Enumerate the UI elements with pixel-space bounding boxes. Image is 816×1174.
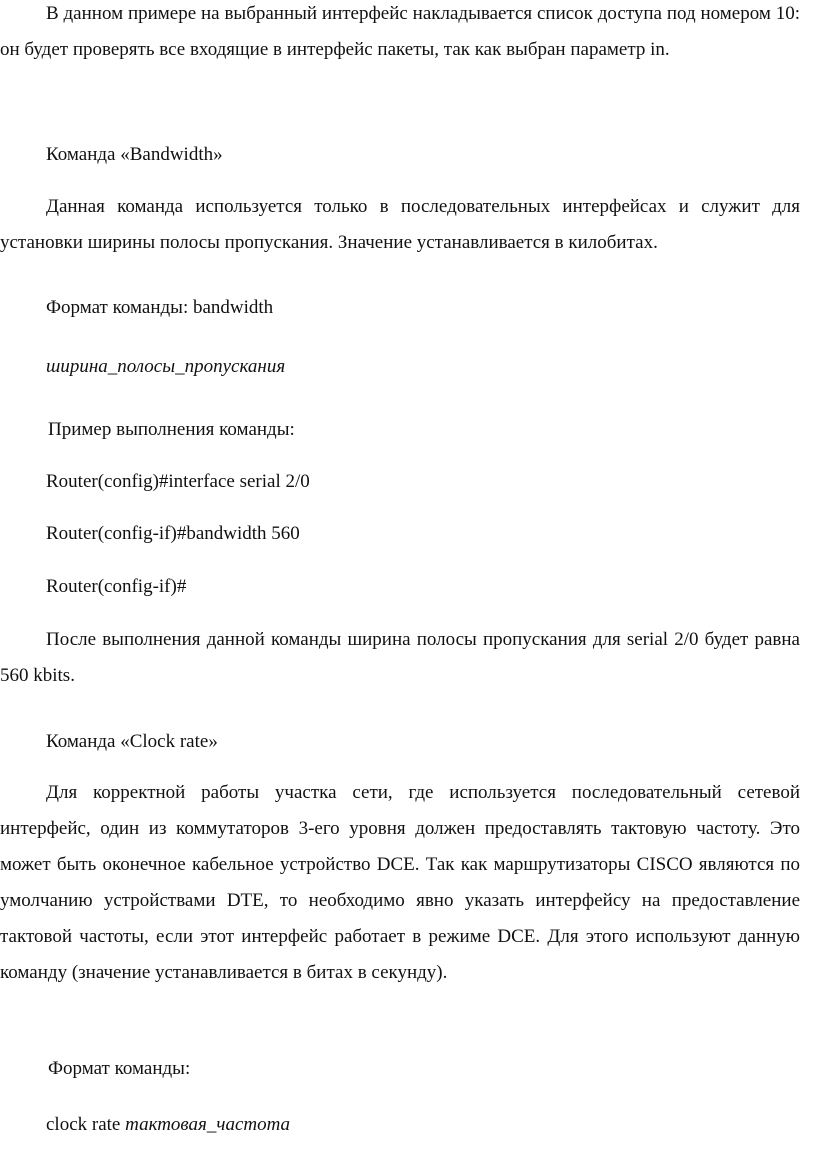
paragraph-bandwidth-description: Данная команда используется только в последовательных интерфейсах и служит для установки ширины полосы пропускания. Значение устанавливается в килобитах.	[0, 196, 800, 253]
heading-bandwidth: Команда «Bandwidth»	[46, 144, 223, 165]
clock-rate-command: clock rate	[46, 1114, 121, 1135]
paragraph-clock-rate-description: Для корректной работы участка сети, где используется последовательный сетевой интерфейс, один из коммутаторов 3-его уровня должен предоставлять тактовую частоту. Это может быть оконечное кабельное устройство DCE. Так как маршрутизаторы CISCO являются по умолчанию устройствами DTE, то необходимо явно указать интерфейсу на предоставление тактовой частоты, если этот интерфейс работает в режиме DCE. Для этого используют данную команду (значение устанавливается в битах в секунду).	[0, 782, 800, 983]
heading-clock-rate: Команда «Clock rate»	[46, 731, 218, 752]
code-line-interface: Router(config)#interface serial 2/0	[46, 471, 310, 492]
paragraph-bandwidth-result: После выполнения данной команды ширина полосы пропускания для serial 2/0 будет равна 560 kbits.	[0, 629, 800, 686]
paragraph-acl-continued: В данном примере на выбранный интерфейс накладывается список доступа под номером 10: он будет проверять все входящие в интерфейс пакеты, так как выбран параметр in.	[0, 3, 800, 60]
code-line-prompt: Router(config-if)#	[46, 576, 187, 597]
code-line-bandwidth: Router(config-if)#bandwidth 560	[46, 523, 300, 544]
example-label: Пример выполнения команды:	[48, 419, 295, 440]
clock-rate-format-label: Формат команды:	[48, 1058, 191, 1079]
bandwidth-format-label: Формат команды: bandwidth	[46, 297, 274, 318]
clock-rate-format-line	[46, 1113, 290, 1137]
bandwidth-format-parameter: ширина_полосы_пропускания	[46, 356, 286, 377]
clock-rate-parameter: тактовая_частота	[125, 1114, 291, 1135]
